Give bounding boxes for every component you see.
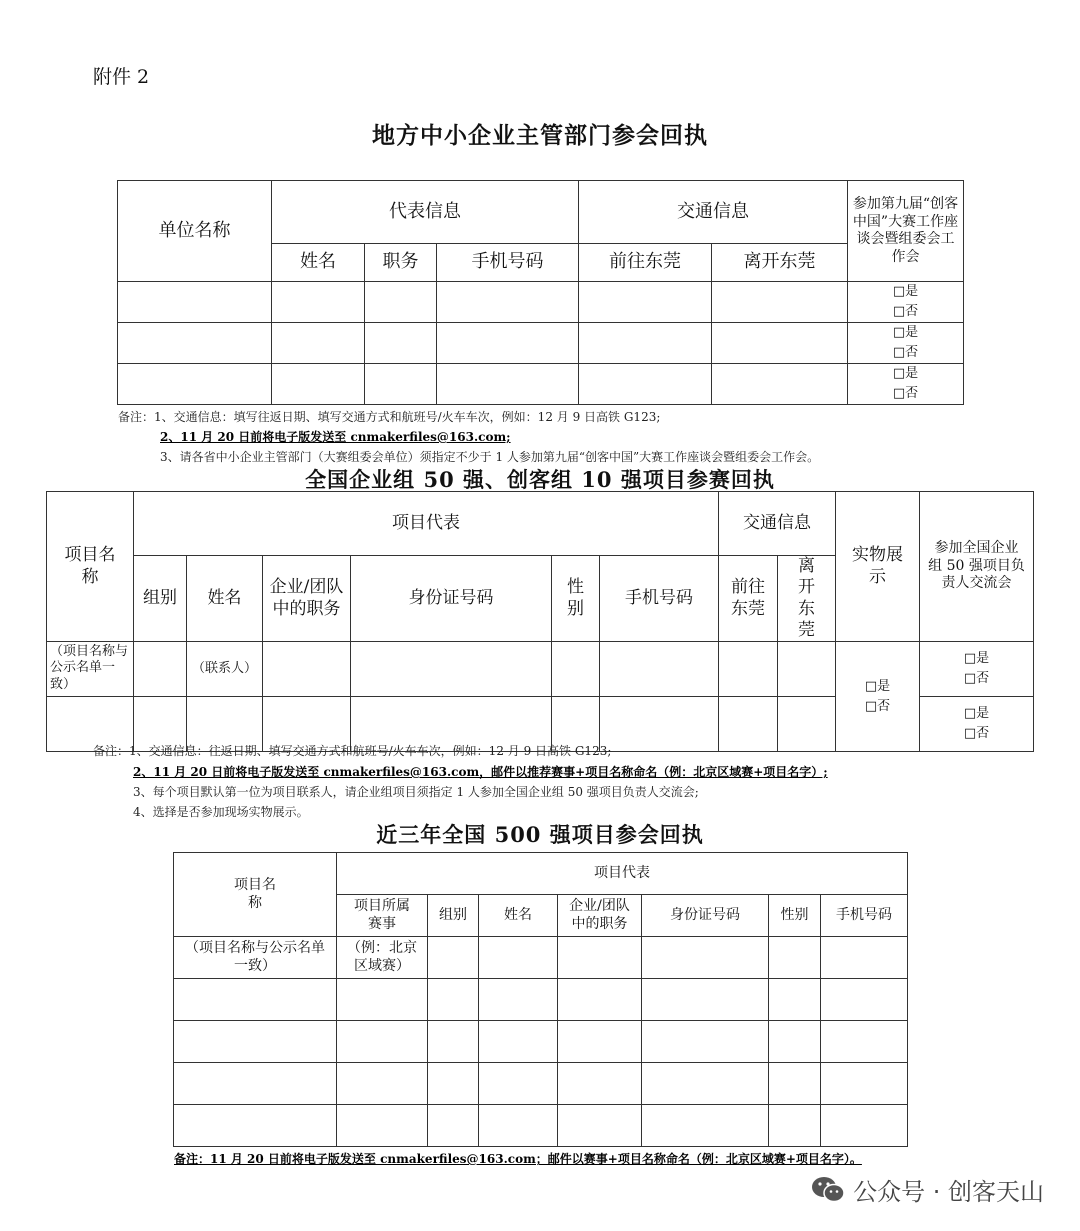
table-row (118, 282, 964, 323)
no-checkbox[interactable]: □否 (963, 671, 990, 686)
project-name-hint[interactable]: （项目名称与公示名单一致） (47, 642, 134, 697)
input-cell[interactable] (712, 282, 848, 323)
input-cell[interactable] (437, 282, 579, 323)
exhibit-option[interactable] (836, 642, 920, 752)
input-cell[interactable] (437, 323, 579, 364)
header-gender: 性别 (769, 895, 821, 937)
header-arrive: 前往东莞 (719, 556, 778, 642)
input-cell[interactable] (428, 937, 479, 979)
header-name: 姓名 (187, 556, 263, 642)
section1-note-1: 备注：1、交通信息：填写往返日期、填写交通方式和航班号/火车车次，例如：12 月 9 日高铁 G123; (118, 410, 661, 424)
header-project-name: 项目名称 (174, 853, 337, 937)
input-cell[interactable] (600, 642, 719, 697)
table-row (174, 979, 908, 1021)
section1-note-2: 2、11 月 20 日前将电子版发送至 cnmakerfiles@163.com; (160, 430, 511, 444)
header-id-number: 身份证号码 (351, 556, 552, 642)
yes-checkbox[interactable]: □是 (892, 366, 919, 381)
table-row (174, 1021, 908, 1063)
table-row (174, 937, 908, 979)
header-group: 组别 (428, 895, 479, 937)
input-cell[interactable] (479, 1063, 558, 1105)
input-cell[interactable] (272, 282, 365, 323)
header-event: 项目所属赛事 (337, 895, 428, 937)
header-project-name: 项目名称 (47, 492, 134, 642)
header-gender: 性别 (552, 556, 600, 642)
input-cell[interactable] (174, 1021, 337, 1063)
section3-note: 备注：11 月 20 日前将电子版发送至 cnmakerfiles@163.com；邮件以赛事+项目名称命名（例：北京区域赛+项目名字）。 (174, 1152, 862, 1166)
input-cell[interactable] (642, 937, 769, 979)
input-cell[interactable] (428, 979, 479, 1021)
meeting-option[interactable] (920, 697, 1034, 752)
header-leave: 离开东莞 (712, 244, 848, 282)
section2-note-1: 备注：1、交通信息：往返日期、填写交通方式和航班号/火车车次，例如：12 月 9 日高铁 G123; (93, 744, 612, 758)
input-cell[interactable] (272, 323, 365, 364)
input-cell[interactable] (337, 1021, 428, 1063)
yes-checkbox[interactable]: □是 (864, 678, 891, 694)
header-phone: 手机号码 (600, 556, 719, 642)
input-cell[interactable] (642, 1021, 769, 1063)
input-cell[interactable] (118, 364, 272, 405)
yes-checkbox[interactable]: □是 (963, 706, 990, 721)
section1-table (117, 180, 964, 405)
input-cell[interactable] (337, 1063, 428, 1105)
input-cell[interactable] (365, 323, 437, 364)
table-row (118, 364, 964, 405)
input-cell[interactable] (642, 979, 769, 1021)
yes-no-option[interactable] (848, 323, 964, 364)
input-cell[interactable] (272, 364, 365, 405)
header-rep-info: 代表信息 (272, 181, 579, 244)
input-cell[interactable] (712, 323, 848, 364)
header-name: 姓名 (479, 895, 558, 937)
section2-table (46, 491, 1034, 752)
input-cell[interactable] (778, 642, 836, 697)
header-project-rep: 项目代表 (134, 492, 719, 556)
header-project-rep: 项目代表 (337, 853, 908, 895)
input-cell[interactable] (337, 979, 428, 1021)
header-unit-name: 单位名称 (118, 181, 272, 282)
input-cell[interactable] (558, 937, 642, 979)
input-cell[interactable] (437, 364, 579, 405)
input-cell[interactable] (558, 1105, 642, 1147)
header-phone: 手机号码 (437, 244, 579, 282)
no-checkbox[interactable]: □否 (963, 726, 990, 741)
header-role: 企业/团队中的职务 (263, 556, 351, 642)
section2-note-2: 2、11 月 20 日前将电子版发送至 cnmakerfiles@163.com，邮件以推荐赛事+项目名称命名（例：北京区域赛+项目名字）; (133, 765, 828, 779)
header-leave: 离开东莞 (778, 556, 836, 642)
event-hint[interactable]: （例：北京区域赛） (337, 937, 428, 979)
input-cell[interactable] (769, 1021, 821, 1063)
yes-checkbox[interactable]: □是 (963, 651, 990, 666)
input-cell[interactable] (719, 697, 778, 752)
section1-note-3: 3、请各省中小企业主管部门（大赛组委会单位）须指定不少于 1 人参加第九届“创客中国”大赛工作座谈会暨组委会工作会。 (160, 450, 820, 464)
yes-checkbox[interactable]: □是 (892, 284, 919, 299)
section2-title: 全国企业组 50 强、创客组 10 强项目参赛回执 (305, 467, 775, 492)
header-meeting: 参加第九届“创客中国”大赛工作座谈会暨组委会工作会 (848, 181, 964, 282)
no-checkbox[interactable]: □否 (892, 386, 919, 401)
input-cell[interactable] (479, 1105, 558, 1147)
input-cell[interactable] (263, 642, 351, 697)
input-cell[interactable] (579, 282, 712, 323)
meeting-option[interactable] (920, 642, 1034, 697)
input-cell[interactable] (134, 642, 187, 697)
section2-note-3: 3、每个项目默认第一位为项目联系人，请企业组项目须指定 1 人参加全国企业组 50 强项目负责人交流会; (133, 785, 699, 799)
header-arrive: 前往东莞 (579, 244, 712, 282)
no-checkbox[interactable]: □否 (892, 304, 919, 319)
input-cell[interactable] (428, 1105, 479, 1147)
project-name-hint[interactable]: （项目名称与公示名单一致） (174, 937, 337, 979)
section3-table (173, 852, 908, 1147)
input-cell[interactable] (174, 1105, 337, 1147)
header-name: 姓名 (272, 244, 365, 282)
input-cell[interactable] (821, 937, 908, 979)
input-cell[interactable] (174, 979, 337, 1021)
input-cell[interactable] (558, 979, 642, 1021)
watermark (811, 1172, 1044, 1207)
input-cell[interactable] (479, 979, 558, 1021)
section3-title: 近三年全国 500 强项目参会回执 (376, 822, 704, 847)
table-row (174, 1105, 908, 1147)
header-id-number: 身份证号码 (642, 895, 769, 937)
no-checkbox[interactable]: □否 (892, 345, 919, 360)
input-cell[interactable] (428, 1063, 479, 1105)
header-role: 企业/团队中的职务 (558, 895, 642, 937)
attachment-label: 附件 2 (93, 66, 150, 88)
wechat-icon (811, 1176, 845, 1204)
input-cell[interactable] (821, 979, 908, 1021)
input-cell[interactable] (118, 323, 272, 364)
header-exhibit: 实物展示 (836, 492, 920, 642)
input-cell[interactable] (428, 1021, 479, 1063)
input-cell[interactable] (821, 1021, 908, 1063)
header-position: 职务 (365, 244, 437, 282)
section1-title: 地方中小企业主管部门参会回执 (372, 122, 708, 149)
input-cell[interactable] (579, 364, 712, 405)
header-phone: 手机号码 (821, 895, 908, 937)
yes-no-option[interactable] (848, 282, 964, 323)
input-cell[interactable] (337, 1105, 428, 1147)
input-cell[interactable] (642, 1105, 769, 1147)
table-row (174, 1063, 908, 1105)
contact-hint[interactable]: （联系人） (187, 642, 263, 697)
input-cell[interactable] (821, 1105, 908, 1147)
input-cell[interactable] (579, 323, 712, 364)
input-cell[interactable] (769, 1105, 821, 1147)
watermark-text: 公众号 · 创客天山 (853, 1178, 1044, 1206)
header-meeting: 参加全国企业组 50 强项目负责人交流会 (920, 492, 1034, 642)
header-group: 组别 (134, 556, 187, 642)
header-traffic-info: 交通信息 (719, 492, 836, 556)
input-cell[interactable] (769, 937, 821, 979)
input-cell[interactable] (118, 282, 272, 323)
input-cell[interactable] (558, 1063, 642, 1105)
input-cell[interactable] (769, 979, 821, 1021)
input-cell[interactable] (365, 282, 437, 323)
section2-note-4: 4、选择是否参加现场实物展示。 (133, 805, 309, 819)
input-cell[interactable] (351, 642, 552, 697)
input-cell[interactable] (479, 937, 558, 979)
input-cell[interactable] (719, 642, 778, 697)
yes-checkbox[interactable]: □是 (892, 325, 919, 340)
input-cell[interactable] (558, 1021, 642, 1063)
input-cell[interactable] (712, 364, 848, 405)
no-checkbox[interactable]: □否 (864, 698, 891, 714)
table-row (47, 642, 1034, 697)
input-cell[interactable] (778, 697, 836, 752)
input-cell[interactable] (769, 1063, 821, 1105)
table-row (118, 323, 964, 364)
yes-no-option[interactable] (848, 364, 964, 405)
input-cell[interactable] (642, 1063, 769, 1105)
input-cell[interactable] (174, 1063, 337, 1105)
header-traffic-info: 交通信息 (579, 181, 848, 244)
input-cell[interactable] (552, 642, 600, 697)
input-cell[interactable] (600, 697, 719, 752)
input-cell[interactable] (479, 1021, 558, 1063)
input-cell[interactable] (821, 1063, 908, 1105)
input-cell[interactable] (365, 364, 437, 405)
